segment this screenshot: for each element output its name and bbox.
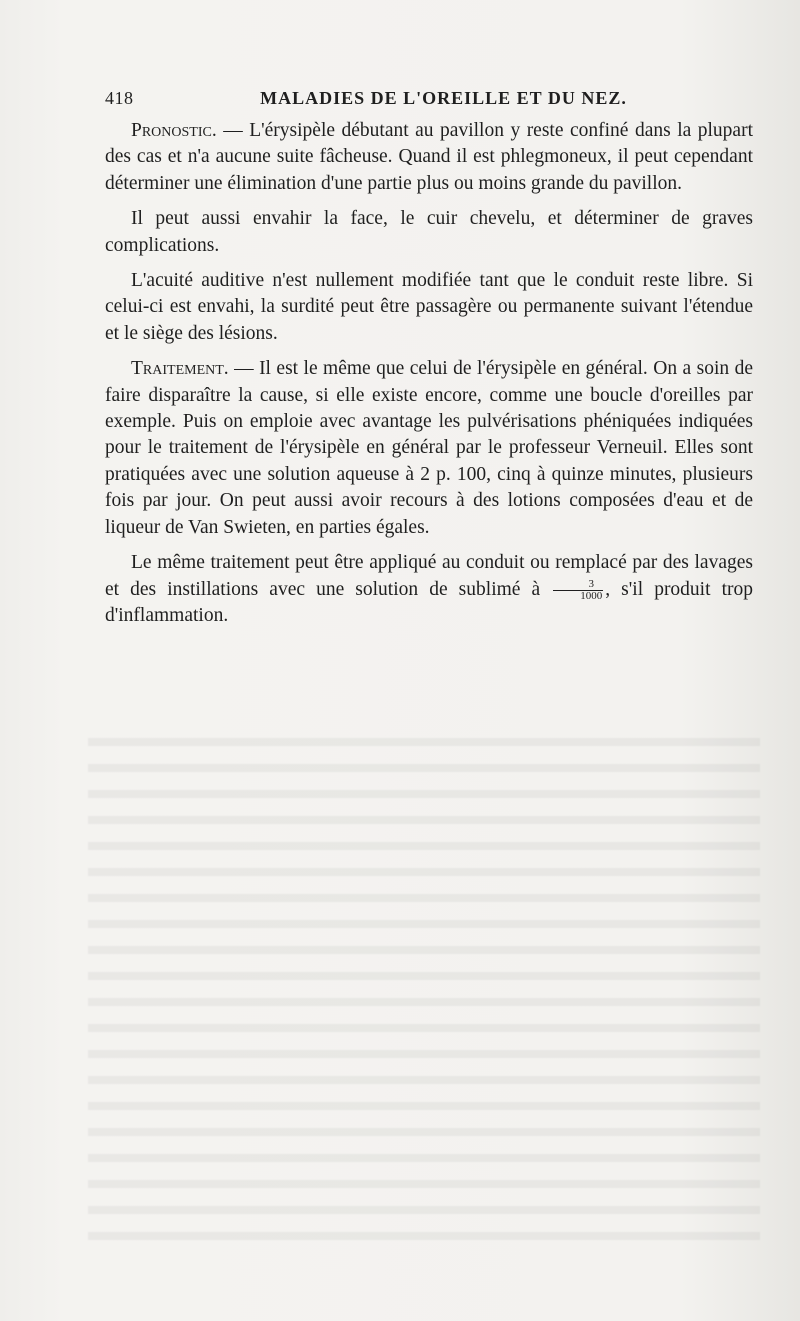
bleed-through-texture — [88, 720, 760, 1251]
paragraph-complications-text: Il peut aussi envahir la face, le cuir chevelu, et déterminer de graves complications. — [105, 208, 753, 256]
paragraph-complications — [105, 206, 753, 259]
paragraph-alt-text-after: , s'il produit trop d'inflammation. — [105, 578, 753, 626]
paragraph-prognosis-text: — L'érysipèle débutant au pavillon y reste confiné dans la plupart des cas et n'a aucune suite fâcheuse. Quand il est phlegmoneux, il peut cependant déterminer une élimination d'une partie plus ou moins grande du pavillon. — [105, 120, 753, 194]
fraction-numerator: 3 — [553, 579, 603, 591]
page-body — [105, 118, 753, 638]
fraction-denominator: 1000 — [580, 589, 603, 602]
paragraph-hearing-text: L'acuité auditive n'est nullement modifiée tant que le conduit reste libre. Si celui-ci est envahi, la surdité peut être passagère ou permanente suivant l'étendue et le siège des lésions. — [105, 270, 753, 344]
paragraph-hearing — [105, 268, 753, 347]
paragraph-treatment-text: — Il est le même que celui de l'érysipèle en général. On a soin de faire disparaître la cause, si elle existe encore, comme une boucle d'oreilles par exemple. Puis on emploie avec avantage les pulvérisations phéniquées indiquées pour le traitement de l'érysipèle en général par le professeur Verneuil. Elles sont pratiquées avec une solution aqueuse à 2 p. 100, cinq à quinze minutes, plusieurs fois par jour. On peut aussi avoir recours à des lotions composées d'eau et de liqueur de Van Swieten, en parties égales. — [105, 358, 753, 538]
section-label-prognosis: Pronostic. — [131, 120, 217, 141]
running-title: MALADIES DE L'OREILLE ET DU NEZ. — [260, 88, 627, 108]
paragraph-alt-text-before: Le même traitement peut être appliqué au conduit ou remplacé par des lavages et des instillations avec une solution de sublimé à — [105, 552, 753, 600]
section-label-treatment: Traitement. — [131, 358, 229, 380]
fraction — [553, 579, 603, 602]
paragraph-prognosis — [105, 118, 753, 197]
page-number: 418 — [105, 88, 134, 108]
paragraph-treatment — [105, 356, 753, 541]
page-header — [105, 88, 752, 108]
paragraph-alternative-treatment — [105, 550, 753, 629]
